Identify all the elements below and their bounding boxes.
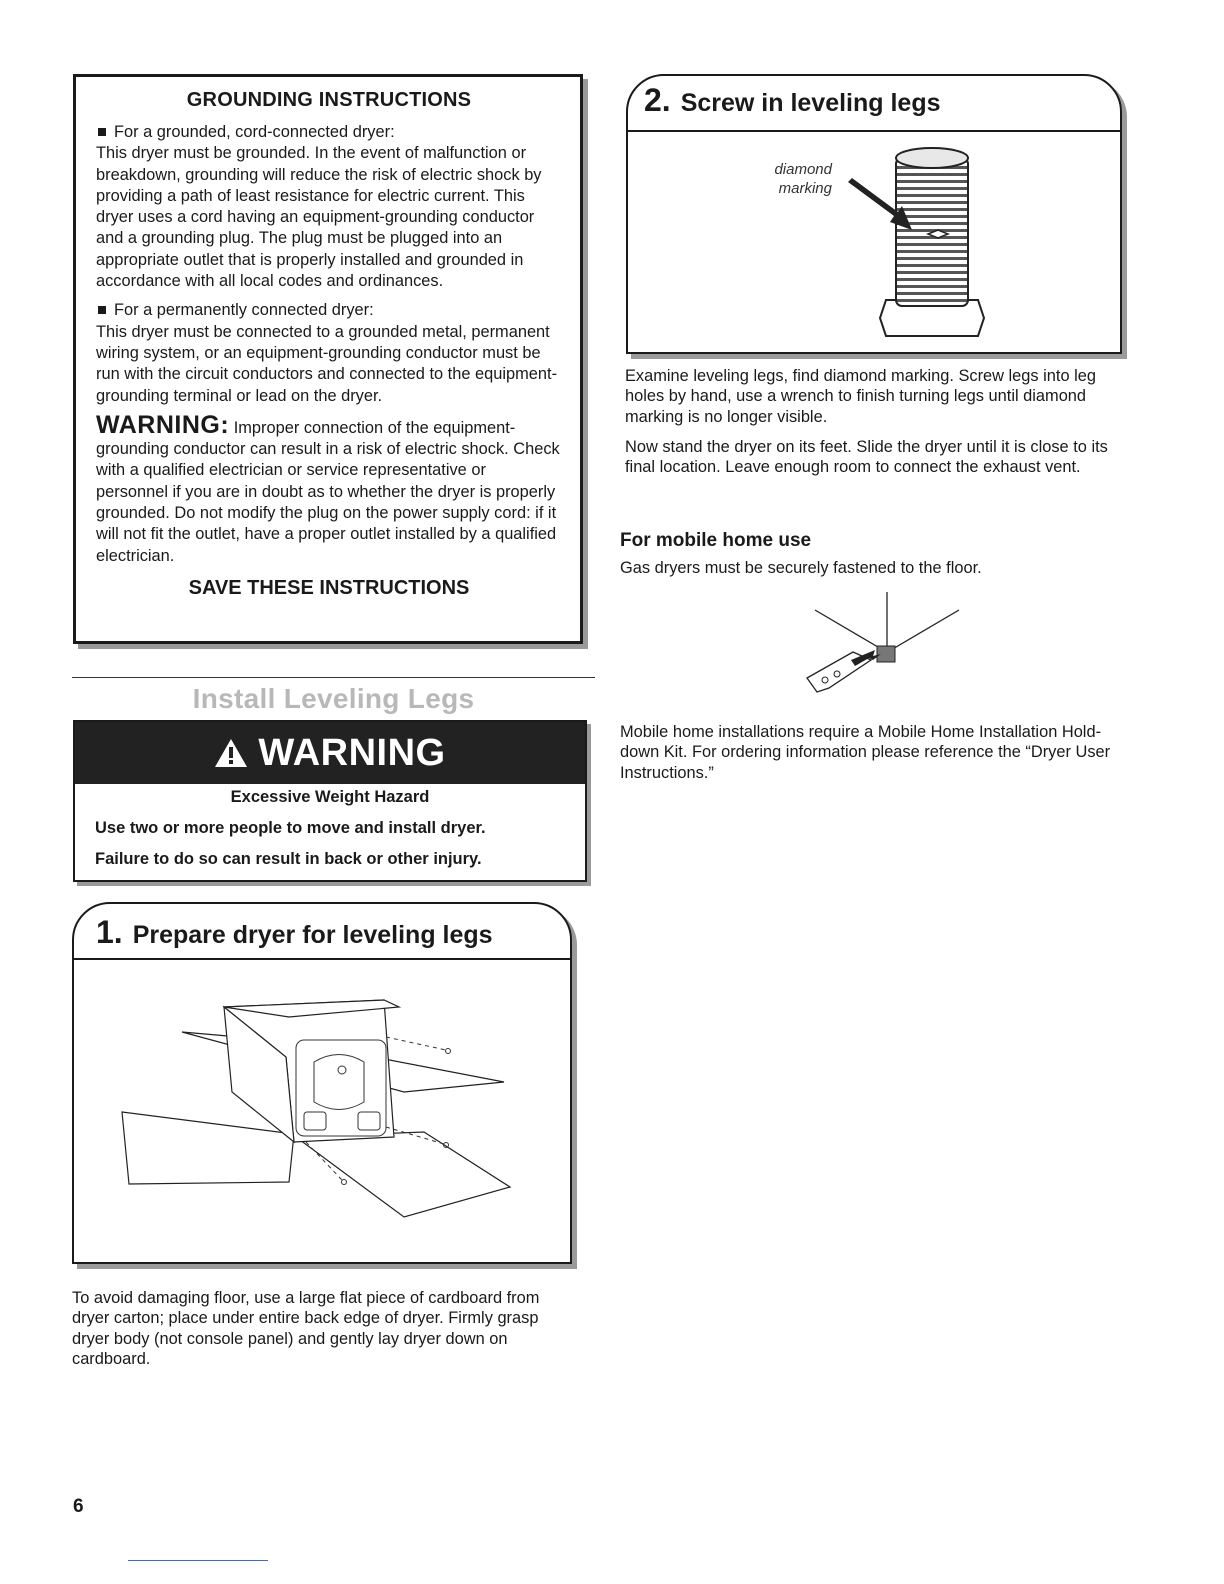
step-1-description: To avoid damaging floor, use a large flat piece of cardboard from dryer carton; place under entire back edge of dryer. Firmly grasp dryer body (not console panel) and gently lay dryer down on cardboard. bbox=[72, 1289, 540, 1368]
grounding-title: GROUNDING INSTRUCTIONS bbox=[186, 89, 472, 111]
callout-line-2: marking bbox=[778, 180, 832, 197]
mobile-home-kit-text: Mobile home installations require a Mobile Home Installation Hold-down Kit. For ordering information please reference the “Dryer User Instructions.” bbox=[620, 723, 1111, 782]
step-1-header bbox=[74, 904, 570, 960]
section-heading: Install Leveling Legs bbox=[192, 683, 475, 714]
step-2-header bbox=[628, 76, 1120, 132]
footer-rule bbox=[128, 1560, 268, 1561]
warning-line-1: Use two or more people to move and install dryer. bbox=[95, 819, 486, 837]
grounding-bullet-permanent-text: For a permanently connected dryer: bbox=[114, 301, 374, 320]
grounding-instructions-box bbox=[73, 74, 583, 644]
grounding-bullet-corded-text: For a grounded, cord-connected dryer: bbox=[114, 123, 395, 141]
step-2-description-1: Examine leveling legs, find diamond marking. Screw legs into leg holes by hand, use a wrench to finish turning legs until diamond marking is no longer visible. bbox=[625, 367, 1097, 426]
grounding-warning-label: WARNING: bbox=[96, 410, 230, 439]
step-1-box bbox=[72, 902, 572, 1264]
mobile-home-heading: For mobile home use bbox=[620, 530, 812, 551]
leveling-leg-illustration bbox=[828, 138, 998, 348]
step-1-number: 1. bbox=[96, 914, 123, 950]
warning-banner bbox=[75, 722, 585, 784]
step-2-description-2: Now stand the dryer on its feet. Slide the dryer until it is close to its final location. Leave enough room to connect the exhaust vent. bbox=[625, 438, 1108, 477]
save-instructions-title: SAVE THESE INSTRUCTIONS bbox=[188, 576, 470, 599]
dryer-on-cardboard-illustration bbox=[74, 962, 570, 1262]
grounding-warning-text: Improper connection of the equipment-grounding conductor can result in a risk of electric shock. Check with a qualified electrician or service representative or personnel if you are in doubt as to whether the dryer is properly grounded. Do not modify the plug on the power supply cord: if it will not fit the outlet, have a proper outlet installed by a qualified electrician. bbox=[96, 418, 560, 565]
grounding-warning bbox=[96, 410, 562, 567]
section-divider bbox=[72, 677, 595, 678]
warning-triangle-icon bbox=[214, 725, 248, 787]
callout-line-1: diamond bbox=[774, 161, 832, 178]
warning-line-2: Failure to do so can result in back or other injury. bbox=[95, 850, 482, 868]
square-bullet-icon bbox=[98, 128, 106, 136]
mobile-home-description: Gas dryers must be securely fastened to the floor. bbox=[620, 559, 982, 577]
grounding-bullet-permanent bbox=[96, 300, 562, 321]
grounding-para-corded: This dryer must be grounded. In the event of malfunction or breakdown, grounding will reduce the risk of electric shock by providing a path of least resistance for electric current. This dryer uses a cord having an equipment-grounding conductor and a grounding plug. The plug must be plugged into an appropriate outlet that is properly installed and grounded in accordance with all local codes and ordinances. bbox=[96, 144, 542, 291]
hold-down-kit-illustration bbox=[795, 588, 975, 708]
warning-banner-text: WARNING bbox=[258, 732, 446, 774]
weight-warning-box bbox=[73, 720, 587, 882]
step-2-title: Screw in leveling legs bbox=[680, 89, 941, 117]
warning-hazard-title: Excessive Weight Hazard bbox=[230, 788, 430, 806]
page-number: 6 bbox=[73, 1496, 84, 1517]
grounding-bullet-corded bbox=[96, 122, 562, 143]
grounding-para-permanent: This dryer must be connected to a grounded metal, permanent wiring system, or an equipment-grounding conductor must be run with the circuit conductors and connected to the equipment-grounding terminal or lead on the dryer. bbox=[96, 322, 558, 405]
step-1-title: Prepare dryer for leveling legs bbox=[132, 921, 493, 949]
square-bullet-icon bbox=[98, 306, 106, 314]
step-2-number: 2. bbox=[644, 82, 671, 118]
step-2-box bbox=[626, 74, 1122, 354]
diamond-marking-callout bbox=[762, 160, 832, 198]
